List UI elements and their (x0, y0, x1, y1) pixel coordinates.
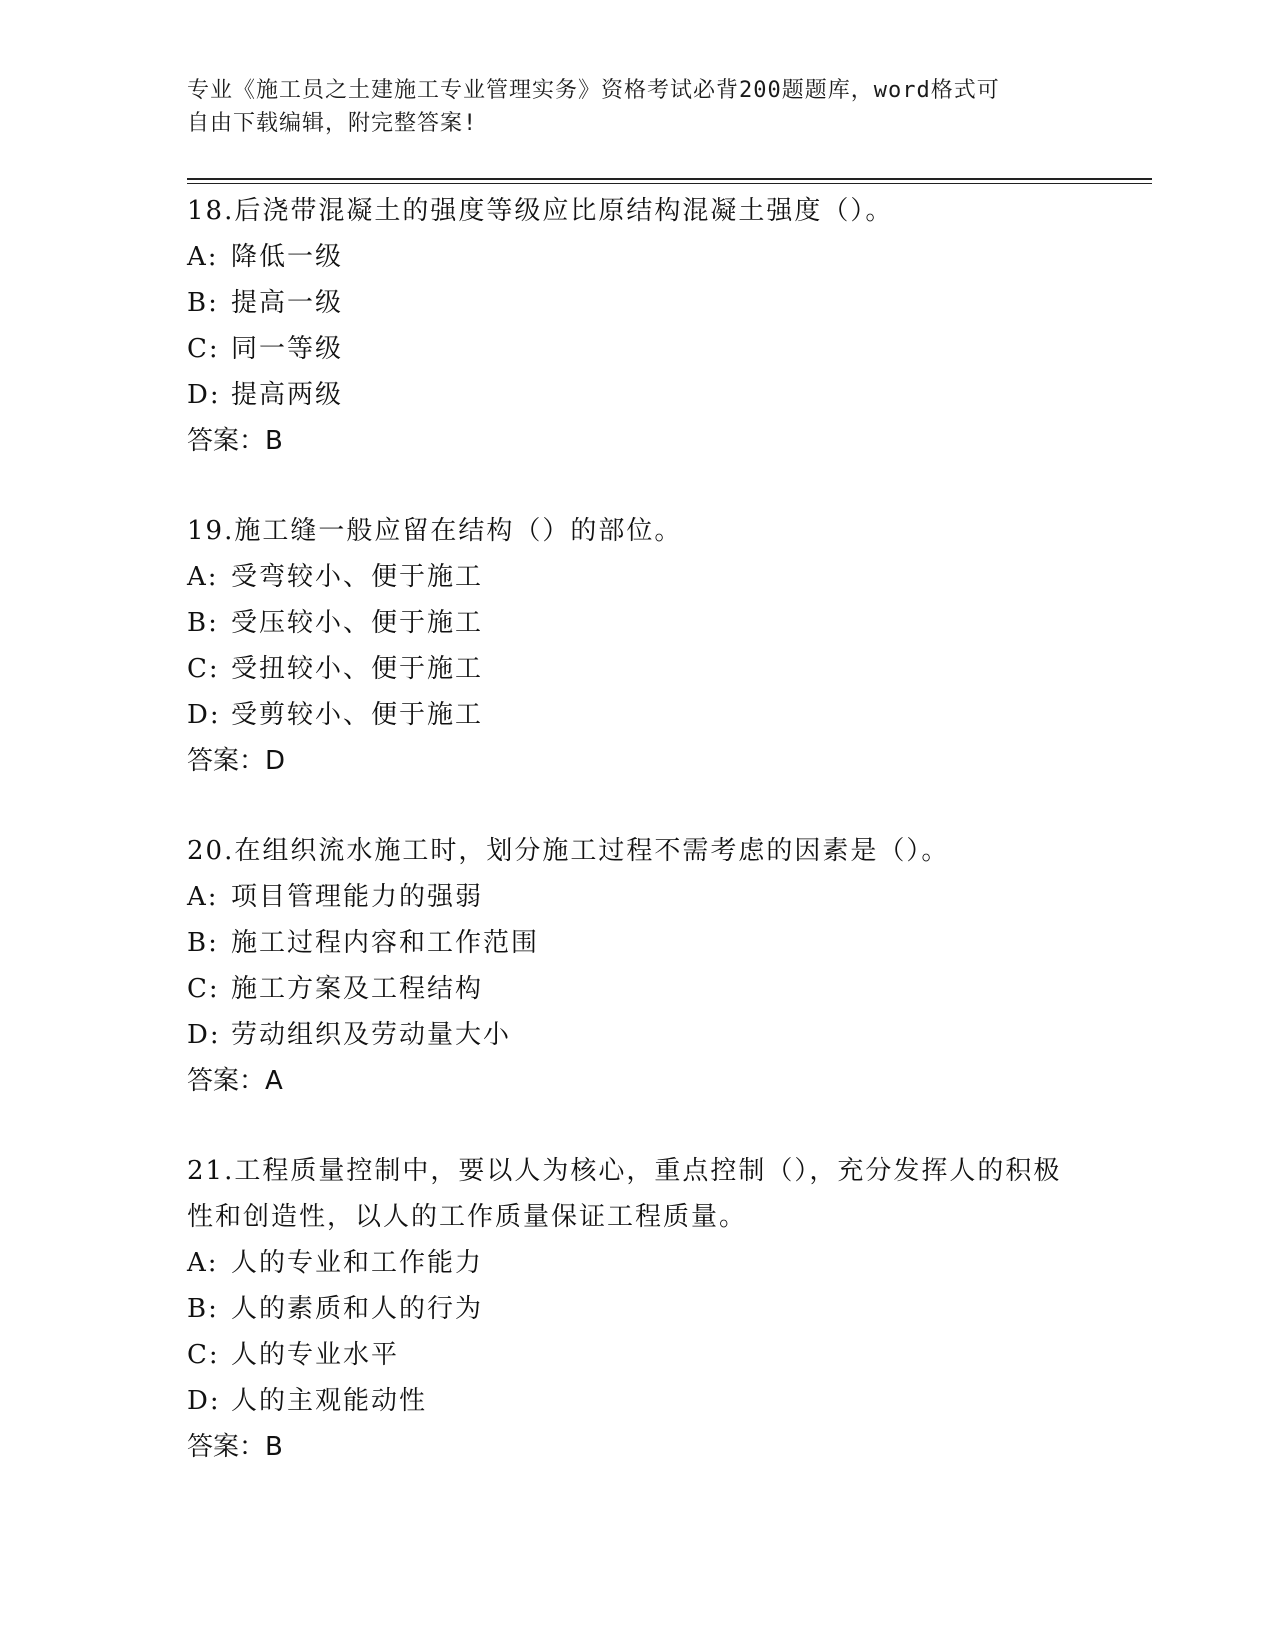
option-text: 人的专业和工作能力 (231, 1248, 484, 1278)
option-text: 人的主观能动性 (231, 1386, 428, 1416)
option-d (187, 372, 1077, 418)
option-text: 受剪较小、便于施工 (231, 700, 484, 730)
option-key: B: (187, 928, 219, 958)
option-key: C: (187, 334, 220, 364)
option-d (187, 692, 1077, 738)
answer-text: 答案：D (187, 746, 286, 776)
header-line-1: 专业《施工员之土建施工专业管理实务》资格考试必背200题题库，word格式可 (187, 78, 1000, 103)
option-text: 提高两级 (231, 380, 344, 410)
option-key: B: (187, 1294, 219, 1324)
option-a (187, 1240, 1077, 1286)
option-d (187, 1012, 1077, 1058)
option-key: B: (187, 608, 219, 638)
option-text: 项目管理能力的强弱 (231, 882, 484, 912)
option-text: 提高一级 (231, 288, 344, 318)
option-key: C: (187, 1340, 220, 1370)
option-a (187, 554, 1077, 600)
option-d (187, 1378, 1077, 1424)
option-text: 施工方案及工程结构 (231, 974, 484, 1004)
question-18 (187, 188, 1077, 464)
option-text: 受压较小、便于施工 (231, 608, 484, 638)
option-a (187, 874, 1077, 920)
document-header (187, 74, 1077, 140)
question-list (187, 188, 1077, 1514)
header-line-2: 自由下载编辑，附完整答案! (187, 111, 478, 136)
option-key: D: (187, 700, 221, 730)
question-text: 19.施工缝一般应留在结构（）的部位。 (187, 516, 683, 546)
option-c (187, 966, 1077, 1012)
document-page (187, 0, 1152, 1650)
option-b (187, 920, 1077, 966)
option-key: A: (187, 882, 219, 912)
option-c (187, 1332, 1077, 1378)
option-key: D: (187, 1386, 221, 1416)
answer-text: 答案：B (187, 426, 283, 456)
option-text: 人的专业水平 (231, 1340, 400, 1370)
option-key: B: (187, 288, 219, 318)
option-key: C: (187, 654, 220, 684)
option-c (187, 646, 1077, 692)
option-text: 同一等级 (231, 334, 344, 364)
option-text: 受弯较小、便于施工 (231, 562, 484, 592)
answer-text: 答案：B (187, 1432, 283, 1462)
option-a (187, 234, 1077, 280)
option-b (187, 280, 1077, 326)
question-text: 21.工程质量控制中，要以人为核心，重点控制（），充分发挥人的积极性和创造性，以人的工作质量保证工程质量。 (187, 1156, 1062, 1232)
option-key: D: (187, 1020, 221, 1050)
question-20 (187, 828, 1077, 1104)
option-text: 降低一级 (231, 242, 344, 272)
question-text: 18.后浇带混凝土的强度等级应比原结构混凝土强度（）。 (187, 196, 894, 226)
option-b (187, 600, 1077, 646)
option-key: D: (187, 380, 221, 410)
question-19 (187, 508, 1077, 784)
question-21 (187, 1148, 1077, 1470)
question-text: 20.在组织流水施工时，划分施工过程不需考虑的因素是（）。 (187, 836, 950, 866)
header-divider (187, 178, 1152, 184)
option-key: A: (187, 1248, 219, 1278)
option-b (187, 1286, 1077, 1332)
option-text: 劳动组织及劳动量大小 (231, 1020, 512, 1050)
option-text: 人的素质和人的行为 (231, 1294, 484, 1324)
option-c (187, 326, 1077, 372)
option-text: 施工过程内容和工作范围 (231, 928, 540, 958)
option-key: A: (187, 562, 219, 592)
option-key: C: (187, 974, 220, 1004)
option-key: A: (187, 242, 219, 272)
answer-text: 答案：A (187, 1066, 283, 1096)
option-text: 受扭较小、便于施工 (231, 654, 484, 684)
